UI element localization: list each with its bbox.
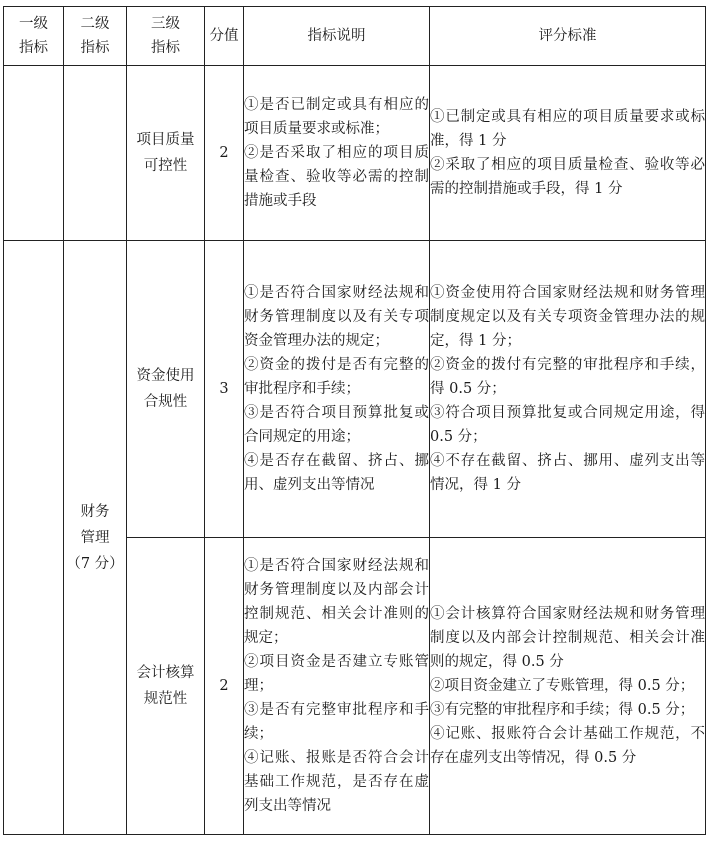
level2-cell-financial — [64, 241, 127, 835]
criteria-item: ①会计核算符合国家财经法规和财务管理制度以及内部会计控制规范、相关会计准则的规定，得 0.5 分 — [430, 606, 705, 670]
criteria-item: ①资金使用符合国家财经法规和财务管理制度规定以及有关专项资金管理办法的规定，得 1 分； — [430, 285, 705, 349]
level2-line: 管理 — [80, 529, 110, 546]
level2-line: 财务 — [80, 503, 110, 520]
header-level2-line2: 指标 — [80, 40, 110, 56]
header-score: 分值 — [205, 7, 244, 66]
description-item: ②是否采取了相应的项目质量检查、验收等必需的控制措施或手段 — [244, 145, 429, 209]
description-cell — [244, 241, 430, 538]
criteria-item: ②采取了相应的项目质量检查、验收等必需的控制措施或手段，得 1 分 — [430, 157, 705, 197]
level1-cell — [4, 241, 64, 835]
header-criteria: 评分标准 — [430, 7, 706, 66]
level3-cell — [127, 66, 205, 241]
criteria-item: ③符合项目预算批复或合同规定用途，得 0.5 分； — [430, 405, 705, 445]
header-level1 — [4, 7, 64, 66]
description-item: ③是否符合项目预算批复或合同规定的用途； — [244, 405, 429, 445]
level1-cell — [4, 66, 64, 241]
level3-cell — [127, 538, 205, 835]
level3-line: 会计核算 — [136, 665, 195, 681]
header-level3-line1: 三级 — [151, 16, 180, 32]
criteria-cell — [430, 241, 706, 538]
level2-cell — [64, 66, 127, 241]
description-cell — [244, 538, 430, 835]
criteria-cell — [430, 66, 706, 241]
table-row — [4, 241, 706, 538]
score-cell: 2 — [205, 66, 244, 241]
level3-line: 资金使用 — [136, 368, 195, 384]
criteria-item: ②资金的拨付有完整的审批程序和手续，得 0.5 分； — [430, 357, 705, 397]
level3-line: 规范性 — [143, 691, 188, 707]
header-level2-line1: 二级 — [80, 16, 110, 32]
level2-line: （7 分） — [66, 555, 124, 572]
criteria-item: ④不存在截留、挤占、挪用、虚列支出等情况，得 1 分 — [430, 453, 705, 493]
description-item: ②资金的拨付是否有完整的审批程序和手续； — [244, 357, 429, 397]
criteria-item: ④记账、报账符合会计基础工作规范，不存在虚列支出等情况，得 0.5 分 — [430, 726, 705, 766]
header-row — [4, 7, 706, 66]
criteria-item: ①已制定或具有相应的项目质量要求或标准，得 1 分 — [430, 109, 705, 149]
criteria-cell — [430, 538, 706, 835]
description-item: ①是否已制定或具有相应的项目质量要求或标准； — [244, 97, 429, 137]
table-row — [4, 66, 706, 241]
header-level3 — [127, 7, 205, 66]
level3-line: 可控性 — [143, 158, 188, 174]
description-cell — [244, 66, 430, 241]
level3-line: 项目质量 — [136, 132, 195, 148]
score-cell: 3 — [205, 241, 244, 538]
header-level1-line1: 一级 — [19, 16, 48, 32]
level3-cell — [127, 241, 205, 538]
description-item: ②项目资金是否建立专账管理； — [244, 654, 429, 694]
description-item: ④记账、报账是否符合会计基础工作规范，是否存在虚列支出等情况 — [244, 750, 429, 814]
header-description: 指标说明 — [244, 7, 430, 66]
level3-line: 合规性 — [143, 394, 188, 410]
description-item: ①是否符合国家财经法规和财务管理制度以及内部会计控制规范、相关会计准则的规定； — [244, 558, 429, 646]
evaluation-index-table — [3, 6, 706, 835]
score-cell: 2 — [205, 538, 244, 835]
header-level1-line2: 指标 — [19, 40, 48, 56]
criteria-item: ③有完整的审批程序和手续；得 0.5 分； — [430, 702, 695, 718]
header-level3-line2: 指标 — [151, 40, 180, 56]
description-item: ①是否符合国家财经法规和财务管理制度以及有关专项资金管理办法的规定； — [244, 285, 429, 349]
criteria-item: ②项目资金建立了专账管理，得 0.5 分； — [430, 678, 695, 694]
description-item: ④是否存在截留、挤占、挪用、虚列支出等情况 — [244, 453, 429, 493]
description-item: ③是否有完整审批程序和手续； — [244, 702, 429, 742]
header-level2 — [64, 7, 127, 66]
